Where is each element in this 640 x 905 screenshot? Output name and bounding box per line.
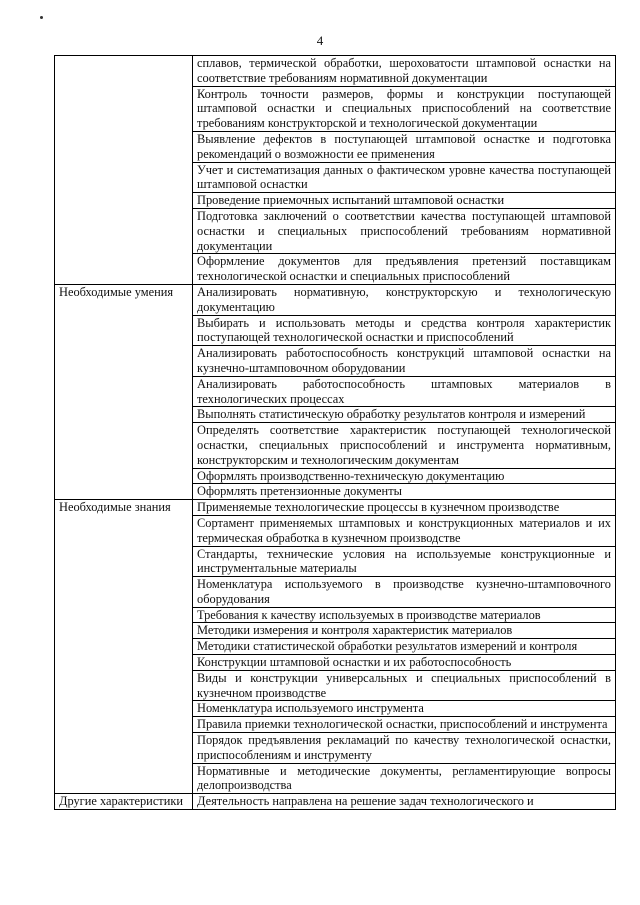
requirements-table-body bbox=[55, 56, 616, 810]
page-number: 4 bbox=[316, 33, 324, 48]
item-cell: Методики измерения и контроля характеристик материалов bbox=[193, 623, 616, 639]
item-cell: Номенклатура используемого инструмента bbox=[193, 701, 616, 717]
item-cell: Методики статистической обработки результатов измерений и контроля bbox=[193, 639, 616, 655]
table-row bbox=[55, 500, 616, 516]
item-cell: Проведение приемочных испытаний штамповой оснастки bbox=[193, 193, 616, 209]
item-cell: Оформление документов для предъявления претензий поставщикам технологической оснастки и специальных приспособлений bbox=[193, 254, 616, 285]
item-cell: Оформлять производственно-техническую документацию bbox=[193, 468, 616, 484]
item-cell: Выявление дефектов в поступающей штамповой оснастке и подготовка рекомендаций о возможности ее применения bbox=[193, 131, 616, 162]
item-cell: Анализировать нормативную, конструкторскую и технологическую документацию bbox=[193, 284, 616, 315]
item-cell: Определять соответствие характеристик поступающей технологической оснастки, специальных приспособлений и инструмента нормативным, конструкторским и технологическим документам bbox=[193, 423, 616, 468]
item-cell: Контроль точности размеров, формы и конструкции поступающей штамповой оснастки и специальных приспособлений на соответствие требованиям конструкторской и технологической документации bbox=[193, 86, 616, 131]
table-row bbox=[55, 56, 616, 87]
requirements-table bbox=[54, 55, 616, 810]
item-cell: Анализировать работоспособность конструкций штамповой оснастки на кузнечно-штамповочном оборудовании bbox=[193, 346, 616, 377]
item-cell: Порядок предъявления рекламаций по качеству технологической оснастки, приспособлениям и инструменту bbox=[193, 733, 616, 764]
item-cell: Требования к качеству используемых в производстве материалов bbox=[193, 607, 616, 623]
category-cell: Другие характеристики bbox=[55, 794, 193, 810]
item-cell: Сортамент применяемых штамповых и конструкционных материалов и их термическая обработка в кузнечном производстве bbox=[193, 515, 616, 546]
item-cell: Подготовка заключений о соответствии качества поступающей штамповой оснастки и специальных приспособлений требованиям нормативной документации bbox=[193, 208, 616, 253]
item-cell: Конструкции штамповой оснастки и их работоспособность bbox=[193, 655, 616, 671]
item-cell: Виды и конструкции универсальных и специальных приспособлений в кузнечном производстве bbox=[193, 670, 616, 701]
item-cell: Деятельность направлена на решение задач технологического и bbox=[193, 794, 616, 810]
item-cell: Нормативные и методические документы, регламентирующие вопросы делопроизводства bbox=[193, 763, 616, 794]
item-cell: Выбирать и использовать методы и средства контроля характеристик поступающей технологической оснастки и приспособлений bbox=[193, 315, 616, 346]
item-cell: Номенклатура используемого в производстве кузнечно-штамповочного оборудования bbox=[193, 577, 616, 608]
item-cell: Применяемые технологические процессы в кузнечном производстве bbox=[193, 500, 616, 516]
category-cell bbox=[55, 56, 193, 285]
item-cell: Оформлять претензионные документы bbox=[193, 484, 616, 500]
item-cell: сплавов, термической обработки, шероховатости штамповой оснастки на соответствие требованиям нормативной документации bbox=[193, 56, 616, 87]
item-cell: Анализировать работоспособность штамповых материалов в технологических процессах bbox=[193, 376, 616, 407]
category-cell: Необходимые знания bbox=[55, 500, 193, 794]
item-cell: Выполнять статистическую обработку результатов контроля и измерений bbox=[193, 407, 616, 423]
table-row bbox=[55, 794, 616, 810]
category-cell: Необходимые умения bbox=[55, 284, 193, 499]
table-row bbox=[55, 284, 616, 315]
item-cell: Учет и систематизация данных о фактическом уровне качества поступающей штамповой оснастки bbox=[193, 162, 616, 193]
scan-speck bbox=[40, 16, 43, 19]
item-cell: Стандарты, технические условия на используемые конструкционные и инструментальные материалы bbox=[193, 546, 616, 577]
item-cell: Правила приемки технологической оснастки, приспособлений и инструмента bbox=[193, 717, 616, 733]
